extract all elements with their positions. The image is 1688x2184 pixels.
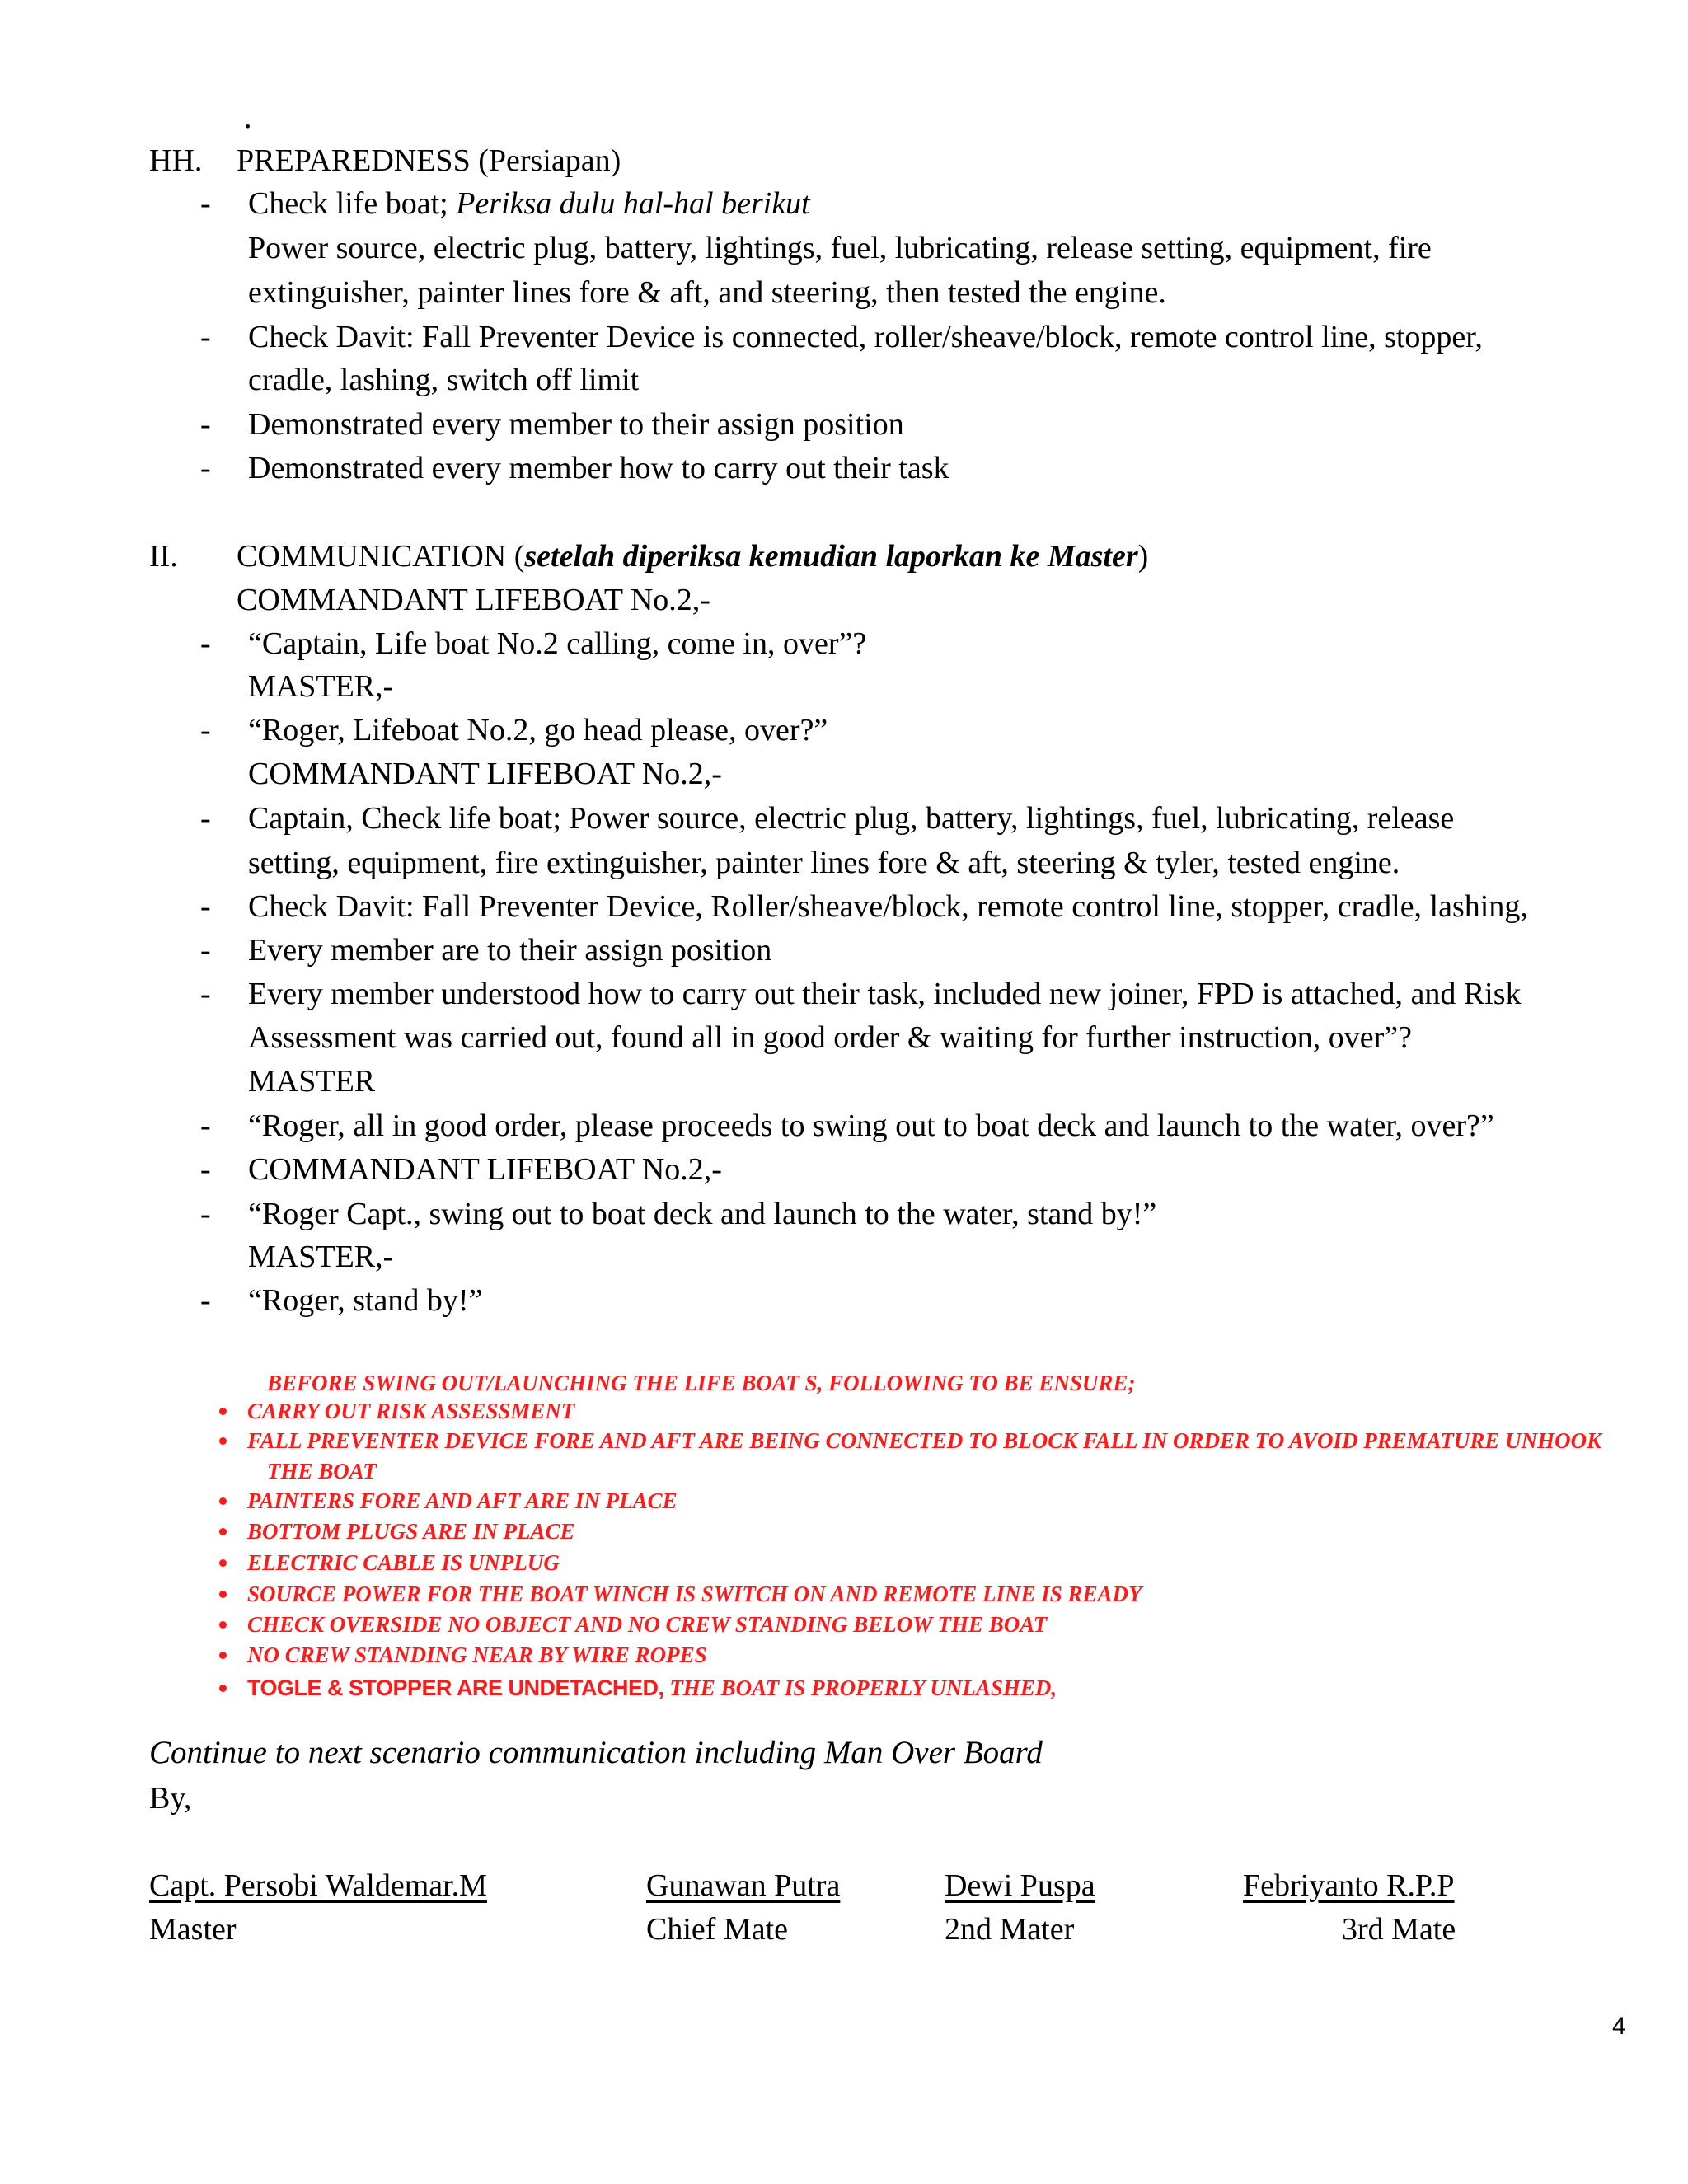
dialog-line: “Roger, Lifeboat No.2, go head please, over?”	[248, 713, 828, 748]
list-item-continuation: Power source, electric plug, battery, lightings, fuel, lubricating, release setting, equipment, fire	[248, 231, 1432, 265]
section-label: HH.	[149, 143, 203, 178]
speaker-label: MASTER	[248, 1064, 376, 1099]
checklist-item: ELECTRIC CABLE IS UNPLUG	[247, 1550, 560, 1575]
dash-marker: -	[200, 977, 211, 1011]
checklist-item	[247, 1673, 1057, 1703]
checklist-item-part: TOGLE & STOPPER ARE UNDETACHED,	[247, 1675, 664, 1700]
bullet-icon	[219, 1621, 227, 1629]
list-item: Check Davit: Fall Preventer Device is connected, roller/sheave/block, remote control line, stopper,	[248, 320, 1483, 354]
signature-role: Master	[149, 1912, 237, 1947]
dash-marker: -	[200, 407, 211, 442]
checklist-item-continuation: THE BOAT	[267, 1459, 377, 1483]
bullet-icon	[219, 1685, 227, 1692]
dash-marker: -	[200, 801, 211, 836]
dialog-line-continuation: setting, equipment, fire extinguisher, painter lines fore & aft, steering & tyler, tested engine.	[248, 846, 1400, 880]
bullet-icon	[219, 1437, 227, 1445]
dash-marker: -	[200, 451, 211, 485]
dialog-line: “Roger, all in good order, please proceeds to swing out to boat deck and launch to the water, over?”	[248, 1108, 1494, 1143]
dash-marker: -	[200, 1152, 211, 1187]
dash-marker: -	[200, 933, 211, 968]
dash-marker: -	[200, 713, 211, 748]
checklist-item: BOTTOM PLUGS ARE IN PLACE	[247, 1519, 575, 1544]
bullet-icon	[219, 1497, 227, 1505]
item-italic-text: Periksa dulu hal-hal berikut	[456, 186, 810, 221]
dash-marker: -	[200, 626, 211, 661]
bullet-icon	[219, 1652, 227, 1659]
checklist-item: CHECK OVERSIDE NO OBJECT AND NO CREW STANDING BELOW THE BOAT	[247, 1612, 1048, 1637]
dialog-line: “Roger Capt., swing out to boat deck and launch to the water, stand by!”	[248, 1197, 1157, 1231]
speaker-label: COMMANDANT LIFEBOAT No.2,-	[248, 1152, 722, 1187]
speaker-label: COMMANDANT LIFEBOAT No.2,-	[248, 757, 722, 791]
speaker-label: MASTER,-	[248, 669, 394, 704]
section-label: II.	[149, 539, 178, 574]
dialog-line: Every member understood how to carry out their task, included new joiner, FPD is attached, and Risk	[248, 977, 1522, 1011]
list-item	[248, 183, 810, 224]
list-item-continuation: extinguisher, painter lines fore & aft, and steering, then tested the engine.	[248, 275, 1166, 310]
checklist-item: NO CREW STANDING NEAR BY WIRE ROPES	[247, 1643, 707, 1667]
continue-note: Continue to next scenario communication including Man Over Board	[149, 1735, 1043, 1770]
checklist-item: PAINTERS FORE AND AFT ARE IN PLACE	[247, 1488, 678, 1513]
section-title: PREPAREDNESS (Persiapan)	[237, 143, 621, 178]
list-item-continuation: cradle, lashing, switch off limit	[248, 363, 640, 397]
bullet-icon	[219, 1591, 227, 1598]
signature-role: 2nd Mater	[945, 1912, 1075, 1947]
dash-marker: -	[200, 1283, 211, 1318]
speaker-label: MASTER,-	[248, 1240, 394, 1274]
signature-name: Dewi Puspa	[945, 1868, 1095, 1903]
signature-name: Gunawan Putra	[646, 1868, 841, 1903]
page-number: 4	[1612, 2013, 1626, 2040]
signature-name: Capt. Persobi Waldemar.M	[149, 1868, 487, 1903]
dialog-line: “Captain, Life boat No.2 calling, come in, over”?	[248, 626, 867, 661]
bullet-icon	[219, 1528, 227, 1535]
title-text: COMMUNICATION (	[237, 539, 525, 574]
speaker-label: COMMANDANT LIFEBOAT No.2,-	[237, 583, 710, 617]
item-text: Check life boat;	[248, 186, 457, 221]
checklist-item: SOURCE POWER FOR THE BOAT WINCH IS SWITCH ON AND REMOTE LINE IS READY	[247, 1582, 1142, 1606]
by-label: By,	[149, 1781, 192, 1816]
checklist-item: FALL PREVENTER DEVICE FORE AND AFT ARE BEING CONNECTED TO BLOCK FALL IN ORDER TO AVOID PREMATURE UNHOOK	[247, 1428, 1602, 1453]
bullet-icon	[219, 1559, 227, 1567]
dash-marker: -	[200, 186, 211, 221]
dialog-line: Every member are to their assign position	[248, 933, 772, 968]
dash-marker: -	[200, 320, 211, 354]
list-item: Demonstrated every member how to carry out their task	[248, 451, 950, 485]
section-title	[237, 536, 1148, 577]
signature-role: 3rd Mate	[1342, 1912, 1456, 1947]
checklist-heading: BEFORE SWING OUT/LAUNCHING THE LIFE BOAT S, FOLLOWING TO BE ENSURE;	[267, 1371, 1136, 1395]
dash-marker: -	[200, 1108, 211, 1143]
dash-marker: -	[200, 889, 211, 924]
dash-marker: -	[200, 1197, 211, 1231]
signature-name: Febriyanto R.P.P	[1243, 1868, 1455, 1903]
signature-role: Chief Mate	[646, 1912, 789, 1947]
bullet-icon	[219, 1408, 227, 1415]
list-item: Demonstrated every member to their assign position	[248, 407, 904, 442]
dialog-line-continuation: Assessment was carried out, found all in good order & waiting for further instruction, over”?	[248, 1020, 1412, 1055]
title-emphasis: setelah diperiksa kemudian laporkan ke Master	[524, 539, 1138, 574]
dialog-line: Check Davit: Fall Preventer Device, Roller/sheave/block, remote control line, stopper, cradle, lashing,	[248, 889, 1528, 924]
dot-marker: .	[244, 101, 252, 135]
dialog-line: “Roger, stand by!”	[248, 1283, 483, 1318]
checklist-item-part: THE BOAT IS PROPERLY UNLASHED,	[663, 1675, 1057, 1700]
checklist-item: CARRY OUT RISK ASSESSMENT	[247, 1399, 575, 1423]
dialog-line: Captain, Check life boat; Power source, electric plug, battery, lightings, fuel, lubricating, release	[248, 801, 1455, 836]
title-text: )	[1137, 539, 1149, 574]
